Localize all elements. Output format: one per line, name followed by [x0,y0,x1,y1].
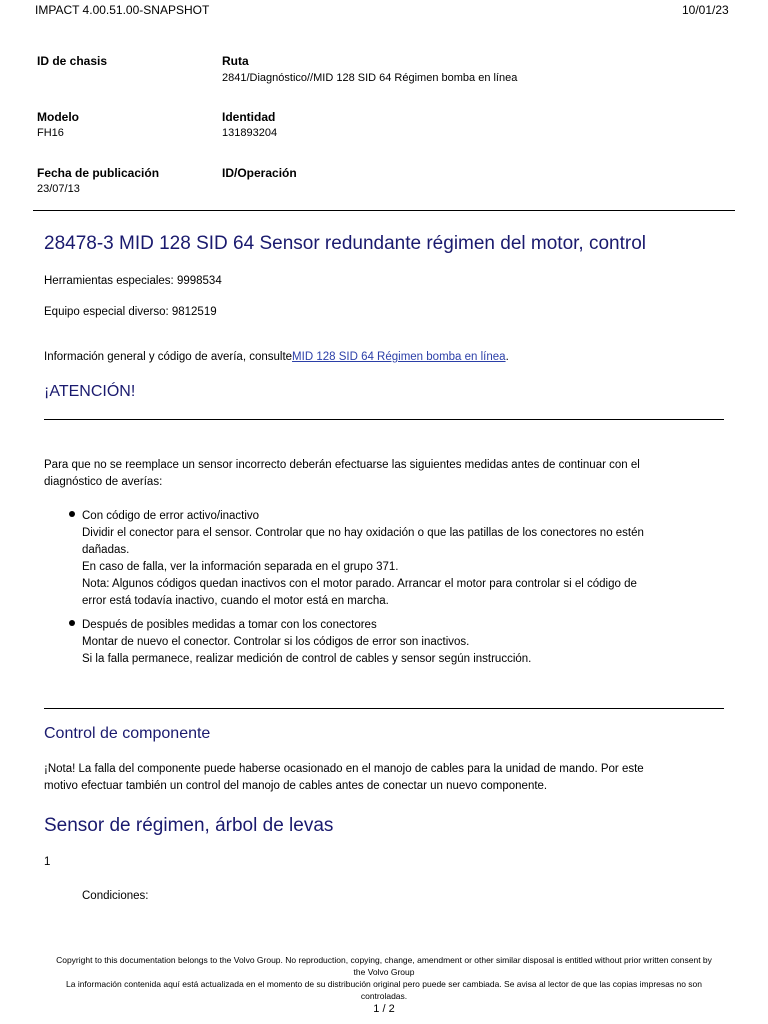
ruta-label: Ruta [222,54,249,68]
operacion-label: ID/Operación [222,166,297,180]
notice-line-2: controladas. [360,991,408,1001]
modelo-value: FH16 [37,127,64,139]
bullet1-line: Dividir el conector para el sensor. Controlar que no hay oxidación o que las patillas de los conectores no estén [82,527,644,539]
copyright-line-2: the Volvo Group [353,967,415,977]
chassis-label: ID de chasis [37,54,108,68]
attention-text-line-1: Para que no se reemplace un sensor incorrecto deberán efectuarse las siguientes medidas antes de continuar con el [44,459,640,471]
fecha-label: Fecha de publicación [37,166,160,180]
attention-title: ¡ATENCIÓN! [44,383,136,400]
component-title: Control de componente [44,725,211,742]
info-link[interactable]: MID 128 SID 64 Régimen bomba en línea [292,351,506,363]
attention-divider [44,419,724,420]
attention-text-line-2: diagnóstico de averías: [44,476,163,488]
identidad-value: 131893204 [222,127,278,139]
ruta-value: 2841/Diagnóstico//MID 128 SID 64 Régimen bomba en línea [222,72,518,84]
conditions-label: Condiciones: [82,890,149,902]
bullet1-line: dañadas. [82,544,130,556]
app-version: IMPACT 4.00.51.00-SNAPSHOT [35,3,210,17]
step-number: 1 [44,856,51,868]
notice-line-1: La información contenida aquí está actualizada en el momento de su distribución original pero puede ser cambiada. Se avisa al lector de que las copias impresas no son [66,979,702,989]
fecha-value: 23/07/13 [37,183,80,195]
bullet1-line: Con código de error activo/inactivo [82,510,260,522]
bullet1-line: En caso de falla, ver la información separada en el grupo 371. [82,561,399,573]
page-number: 1 / 2 [373,1003,395,1015]
tools-text: Herramientas especiales: 9998534 [44,275,222,287]
bullet1-line: error está todavía inactivo, cuando el motor está en marcha. [82,595,389,607]
header-divider [33,210,735,211]
identidad-label: Identidad [222,110,276,124]
sensor-title: Sensor de régimen, árbol de levas [44,815,334,836]
bullet2-line: Después de posibles medidas a tomar con los conectores [82,619,377,631]
info-prefix: Información general y código de avería, consulte [44,351,293,363]
bullet2-line: Montar de nuevo el conector. Controlar si los códigos de error son inactivos. [82,636,470,648]
section-divider [44,708,724,709]
info-suffix: . [505,351,509,363]
bullet2-line: Si la falla permanece, realizar medición de control de cables y sensor según instrucción. [82,653,532,665]
info-paragraph [44,349,509,366]
page-title: 28478-3 MID 128 SID 64 Sensor redundante régimen del motor, control [44,233,647,254]
equipment-text: Equipo especial diverso: 9812519 [44,306,217,318]
modelo-label: Modelo [37,110,79,124]
bullet-dot-icon [69,620,75,626]
print-date: 10/01/23 [682,3,729,17]
copyright-line-1: Copyright to this documentation belongs to the Volvo Group. No reproduction, copying, change, amendment or other similar disposal is entitled without prior written consent by [56,955,712,965]
component-text-line-1: ¡Nota! La falla del componente puede haberse ocasionado en el manojo de cables para la unidad de mando. Por este [44,763,644,775]
bullet1-line: Nota: Algunos códigos quedan inactivos con el motor parado. Arrancar el motor para controlar si el código de [82,578,637,590]
component-text-line-2: motivo efectuar también un control del manojo de cables antes de conectar un nuevo componente. [44,780,548,792]
bullet-dot-icon [69,511,75,517]
